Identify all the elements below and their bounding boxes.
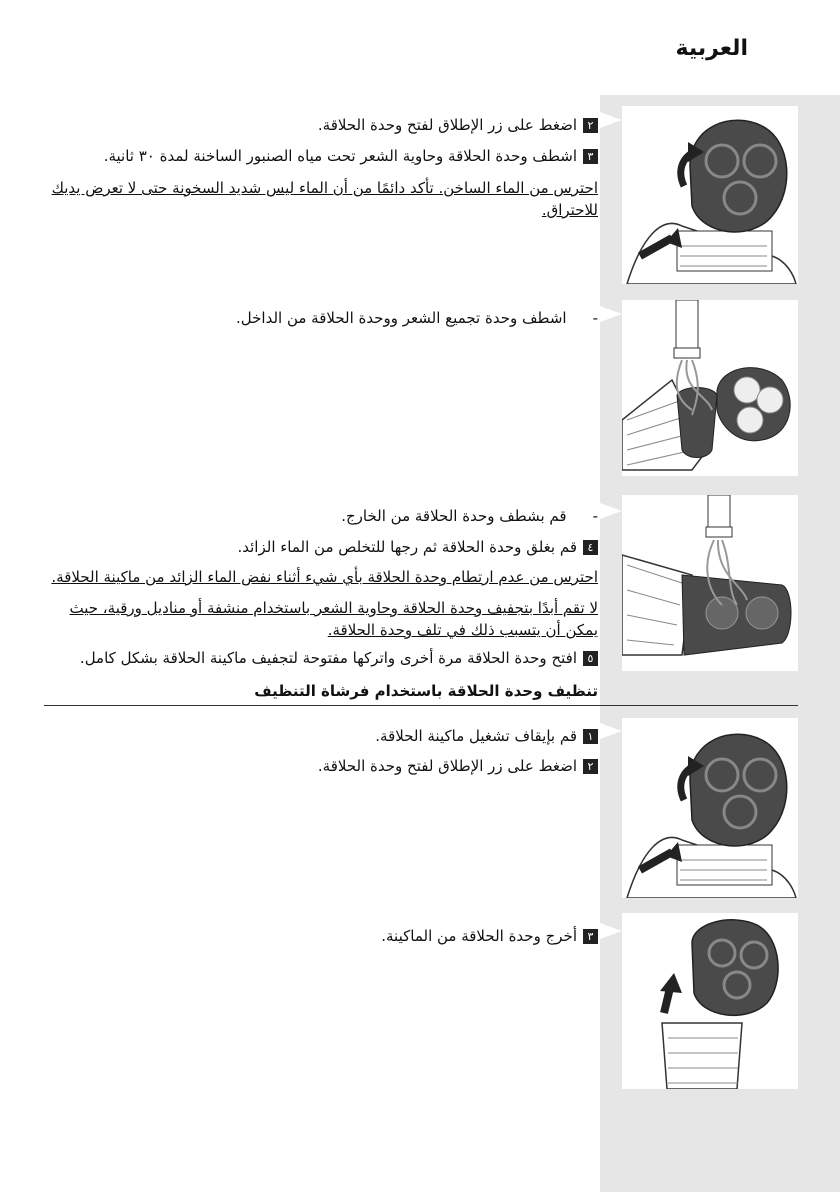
step-number: ٣ bbox=[583, 149, 598, 164]
caution-no-towel: لا تقم أبدًا بتجفيف وحدة الحلاقة وحاوية الشعر باستخدام منشفة أو مناديل ورقية، حيث يمكن أن يتسبب ذلك في تلف وحدة الحلاقة. bbox=[69, 599, 598, 639]
step-b1 bbox=[78, 725, 598, 747]
step-number: ١ bbox=[583, 729, 598, 744]
caution-hot-water: احترس من الماء الساخن. تأكد دائمًا من أن الماء ليس شديد السخونة حتى لا تعرض يديك للاحتراق. bbox=[51, 179, 598, 219]
step-4 bbox=[78, 536, 598, 558]
pointer-arrow bbox=[600, 306, 622, 322]
pointer-arrow bbox=[600, 503, 622, 519]
illustration-open-shaving-unit-2 bbox=[622, 718, 798, 898]
section-rule bbox=[44, 705, 798, 706]
step-number: ٤ bbox=[583, 540, 598, 555]
step-number: ٣ bbox=[583, 929, 598, 944]
step-text: اضغط على زر الإطلاق لفتح وحدة الحلاقة. bbox=[317, 116, 577, 134]
language-title: العربية bbox=[675, 36, 748, 61]
bullet-dash: - bbox=[592, 507, 598, 525]
bullet-text: اشطف وحدة تجميع الشعر ووحدة الحلاقة من الداخل. bbox=[236, 309, 567, 327]
caution-shake: احترس من عدم ارتطام وحدة الحلاقة بأي شيء أثناء نفض الماء الزائد من ماكينة الحلاقة. bbox=[51, 568, 598, 586]
pointer-arrow bbox=[600, 723, 622, 739]
illustration-rinse-outside bbox=[622, 495, 798, 671]
step-3 bbox=[78, 145, 598, 167]
bullet-rinse-outside bbox=[78, 505, 598, 527]
step-text: افتح وحدة الحلاقة مرة أخرى واتركها مفتوحة لتجفيف ماكينة الحلاقة بشكل كامل. bbox=[79, 649, 577, 667]
step-text: قم بغلق وحدة الحلاقة ثم رجها للتخلص من الماء الزائد. bbox=[237, 538, 577, 556]
section-heading: تنظيف وحدة الحلاقة باستخدام فرشاة التنظيف bbox=[254, 682, 598, 700]
illustration-open-shaving-unit bbox=[622, 106, 798, 284]
bullet-dash: - bbox=[592, 309, 598, 327]
pointer-arrow bbox=[600, 112, 622, 128]
illustration-rinse-inside bbox=[622, 300, 798, 476]
pointer-arrow bbox=[600, 923, 622, 939]
step-text: اضغط على زر الإطلاق لفتح وحدة الحلاقة. bbox=[317, 757, 577, 775]
step-text: اشطف وحدة الحلاقة وحاوية الشعر تحت مياه الصنبور الساخنة لمدة ٣٠ ثانية. bbox=[103, 147, 577, 165]
step-text: قم بإيقاف تشغيل ماكينة الحلاقة. bbox=[375, 727, 577, 745]
step-text: أخرج وحدة الحلاقة من الماكينة. bbox=[381, 927, 577, 945]
step-5 bbox=[58, 647, 598, 669]
bullet-rinse-inside bbox=[78, 307, 598, 329]
step-number: ٥ bbox=[583, 651, 598, 666]
step-b2 bbox=[78, 755, 598, 777]
illustration-remove-shaving-unit bbox=[622, 913, 798, 1089]
step-number: ٢ bbox=[583, 118, 598, 133]
bullet-text: قم بشطف وحدة الحلاقة من الخارج. bbox=[341, 507, 567, 525]
step-b3 bbox=[78, 925, 598, 947]
step-number: ٢ bbox=[583, 759, 598, 774]
step-2 bbox=[78, 114, 598, 136]
